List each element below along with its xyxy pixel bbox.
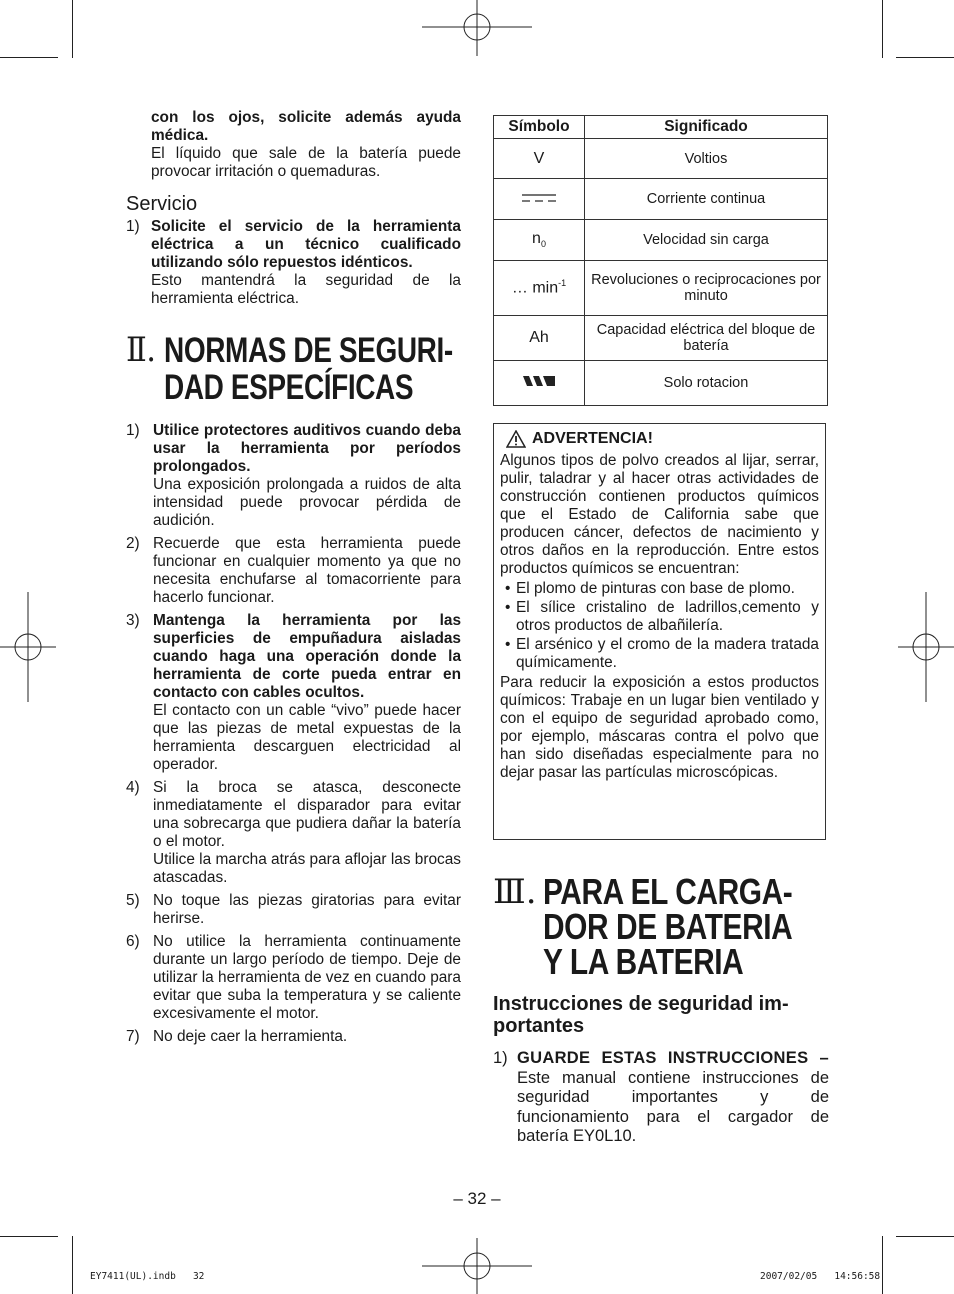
table-row: V Voltios [494, 139, 828, 179]
section3-numeral: Ⅲ. [493, 872, 537, 912]
crop-mark [896, 57, 954, 58]
footer-file: EY7411(UL).indb 32 [90, 1271, 205, 1282]
section3-title [493, 871, 833, 984]
footer-timestamp: 2007/02/05 14:56:58 [760, 1271, 881, 1282]
list-item: 2) Recuerde que esta herramienta puede funcionar en cualquier momento ya que no necesita enchufarse al tomacorriente para hacerlo funcionar. [126, 535, 461, 606]
section3-body [493, 993, 829, 1147]
symbol-table-wrap [493, 115, 828, 406]
crop-mark [0, 57, 58, 58]
list-item: 7) No deje caer la herramienta. [126, 1028, 348, 1045]
dc-symbol-icon [521, 193, 557, 203]
table-row: $n_0$ Velocidad sin carga [494, 220, 828, 261]
table-row: Solo rotacion [494, 361, 828, 406]
table-row: Ah Capacidad eléctrica del bloque de batería [494, 316, 828, 361]
section3-heading: PARA EL CARGA- DOR DE BATERIA Y LA BATERIA [543, 871, 793, 982]
crop-mark [0, 1236, 58, 1237]
table-row: Corriente continua [494, 179, 828, 220]
section2-title [126, 332, 461, 408]
list-item: 4) Si la broca se atasca, desconecte inmediatamente el disparador para evitar una sobrecarga que pudiera dañar la batería o el motor. Utilice la marcha atrás para aflojar las brocas atascadas. [126, 779, 461, 886]
list-item: 3) Mantenga la herramienta por las superficies de empuñadura aisladas cuando haga una operación donde la herramienta de corte pueda entrar en contacto con cables ocultos. El contacto con un cable “vivo” puede hacer que las piezas de metal expuestas de la herramienta descarguen electricidad al operador. [126, 612, 461, 773]
table-row: … $\min^{-1}$ Revoluciones o reciprocaciones por minuto [494, 261, 828, 316]
intro-bold: con los ojos, solicite además ayuda médica. [151, 109, 461, 144]
list-item: • El arsénico y el cromo de la madera tratada químicamente. [505, 636, 819, 671]
list-item: 1) Utilice protectores auditivos cuando deba usar la herramienta por períodos prolongados. Una exposición prolongada a ruidos de alta intensidad puede provocar pérdida de audición. [126, 422, 461, 529]
warning-title: ADVERTENCIA! [500, 429, 819, 449]
table-header-row [494, 116, 828, 139]
registration-mark-bottom [422, 1238, 532, 1294]
symbol-table [493, 115, 828, 406]
section2-list [126, 422, 461, 1046]
section2-heading: NORMAS DE SEGURI- DAD ESPECÍFICAS [164, 331, 453, 407]
warning-outro: Para reducir la exposición a estos productos químicos: Trabaje en un lugar bien ventilado y con el equipo de seguridad aprobado como, por ejemplo, máscaras contra el polvo que han sido diseñadas especialmente para no dejar pasar las partículas microscópicas. [500, 674, 819, 781]
intro-text: El líquido que sale de la batería puede provocar irritación o quemaduras. [151, 145, 461, 180]
registration-mark-top [422, 0, 532, 56]
list-item: 6) No utilice la herramienta continuamente durante un largo período de tiempo. Deje de utilizar la herramienta de vez en cuando para evitar que suba la temperatura y se caliente excesivamente el motor. [126, 933, 461, 1022]
table-header-meaning: Significado [585, 116, 828, 139]
registration-mark-left [0, 592, 56, 702]
list-item: • El plomo de pinturas con base de plomo. [505, 580, 795, 597]
registration-mark-right [898, 592, 954, 702]
table-header-symbol: Símbolo [494, 116, 585, 139]
warning-bullets [500, 580, 819, 672]
crop-mark [72, 0, 73, 58]
warning-triangle-icon [506, 430, 526, 448]
list-item: • El sílice cristalino de ladrillos,cemento y otros productos de albañilería. [505, 599, 819, 634]
rotation-only-icon [521, 374, 557, 388]
crop-mark [896, 1236, 954, 1237]
crop-mark [882, 0, 883, 58]
section2-numeral: Ⅱ. [126, 330, 156, 370]
warning-box [493, 423, 826, 840]
list-item: 5) No toque las piezas giratorias para evitar herirse. [126, 892, 461, 927]
list-item: 1) GUARDE ESTAS INSTRUCCIONES – Este manual contiene instrucciones de seguridad importantes y de funcionamiento para el cargador de batería EY0L10. [493, 1049, 829, 1145]
warning-intro: Algunos tipos de polvo creados al lijar, serrar, pulir, taladrar y al hacer otras actividades de construcción contienen productos químicos que el Estado de California sabe que producen cáncer, defectos de nacimiento y otros daños en la reproducción. Entre estos productos químicos se encuentran: [500, 452, 819, 577]
section3-subheading: Instrucciones de seguridad im- portantes [493, 993, 789, 1037]
crop-mark [882, 1236, 883, 1294]
servicio-item: 1) Solicite el servicio de la herramienta eléctrica a un técnico cualificado utilizando sólo repuestos idénticos. Esto mantendrá la seguridad de la herramienta eléctrica. [126, 218, 461, 307]
servicio-heading: Servicio [126, 193, 198, 215]
left-column [126, 109, 461, 1046]
crop-mark [72, 1236, 73, 1294]
page-number: – 32 – [453, 1189, 501, 1208]
